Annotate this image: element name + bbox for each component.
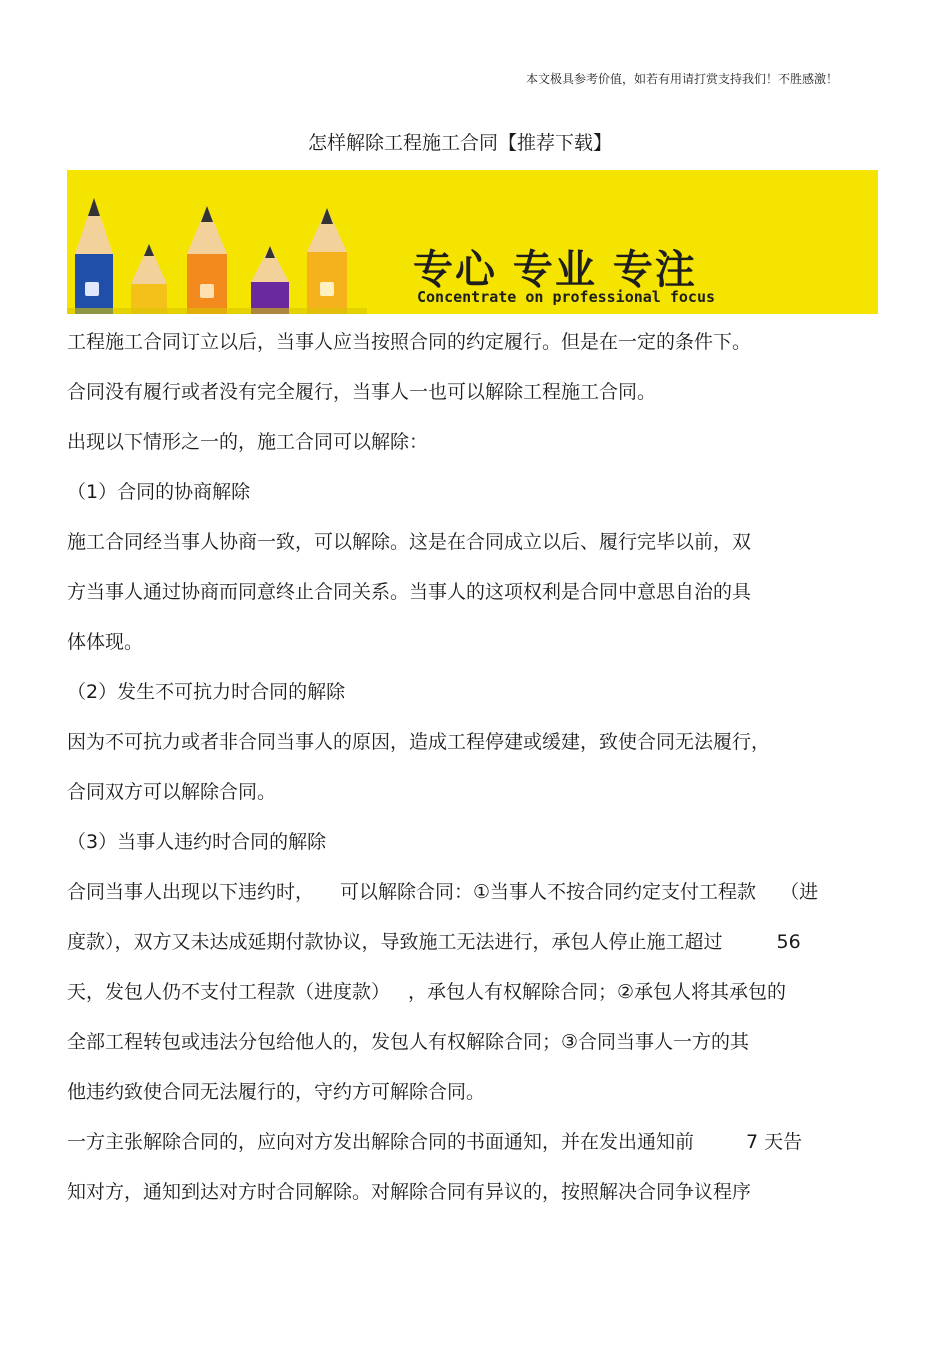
paragraph-line: 体体现。 (67, 631, 144, 653)
section-heading: （1）合同的协商解除 (67, 481, 251, 503)
header-note: 本文极具参考价值，如若有用请打赏支持我们！不胜感激！ (525, 72, 838, 86)
pencil-icon (75, 198, 113, 314)
text-segment: 7 天告 (746, 1131, 803, 1153)
paragraph-line: 合同双方可以解除合同。 (67, 781, 277, 803)
paragraph-line: 因为不可抗力或者非合同当事人的原因，造成工程停建或缓建，致使合同无法履行， (67, 731, 771, 753)
paragraph-line: 知对方，通知到达对方时合同解除。对解除合同有异议的，按照解决合同争议程序 (67, 1181, 752, 1203)
section-heading: （3）当事人违约时合同的解除 (67, 831, 327, 853)
paragraph-line (67, 922, 887, 972)
banner-slogan: 专心 专业 专注 (413, 247, 697, 293)
paragraph-line (67, 972, 887, 1022)
paragraph-line: 出现以下情形之一的，施工合同可以解除： (67, 431, 429, 453)
pencil-icon (131, 244, 167, 314)
text-segment: 一方主张解除合同的，应向对方发出解除合同的书面通知，并在发出通知前 (67, 1131, 695, 1153)
text-segment: 合同当事人出现以下违约时， (67, 881, 315, 903)
pencil-icon (307, 208, 347, 314)
text-segment: ，承包人有权解除合同；②承包人将其承包的 (408, 981, 787, 1003)
paragraph-line: 合同没有履行或者没有完全履行，当事人一也可以解除工程施工合同。 (67, 381, 657, 403)
paragraph-line: 工程施工合同订立以后，当事人应当按照合同的约定履行。但是在一定的条件下。 (67, 331, 752, 353)
pencil-icon (187, 206, 227, 314)
pencil-icon (251, 246, 289, 314)
banner (67, 170, 878, 314)
section-heading: （2）发生不可抗力时合同的解除 (67, 681, 346, 703)
text-segment: 度款），双方又未达成延期付款协议，导致施工无法进行，承包人停止施工超过 (67, 931, 723, 953)
text-segment: 天，发包人仍不支付工程款（进度款） (67, 981, 391, 1003)
paragraph-line (67, 1122, 887, 1172)
paragraph-line (67, 872, 887, 922)
banner-subtitle: Concentrate on professional focus (417, 288, 716, 306)
paragraph-line: 全部工程转包或违法分包给他人的，发包人有权解除合同；③合同当事人一方的其 (67, 1031, 750, 1053)
document-body (67, 322, 887, 1222)
document-title: 怎样解除工程施工合同【推荐下载】 (307, 132, 612, 154)
paragraph-line: 他违约致使合同无法履行的，守约方可解除合同。 (67, 1081, 486, 1103)
text-segment: （进 (780, 881, 819, 903)
text-segment: 可以解除合同：①当事人不按合同约定支付工程款 (340, 881, 757, 903)
paragraph-line: 方当事人通过协商而同意终止合同关系。当事人的这项权利是合同中意思自治的具 (67, 581, 752, 603)
paragraph-line: 施工合同经当事人协商一致，可以解除。这是在合同成立以后、履行完毕以前，双 (67, 531, 752, 553)
text-segment: 56 (776, 931, 801, 953)
